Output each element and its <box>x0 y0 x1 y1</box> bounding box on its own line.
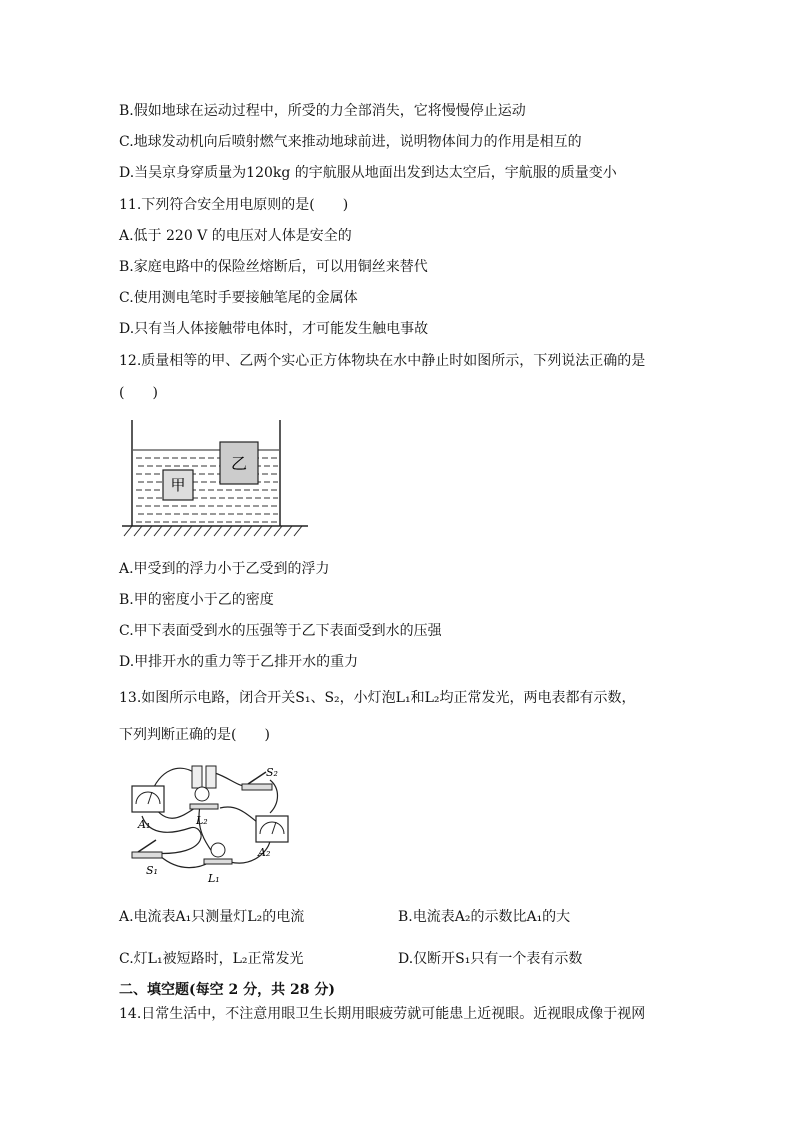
q13-option-d: D.仅断开S₁只有一个表有示数 <box>398 951 583 967</box>
q12-stem-line1: 12.质量相等的甲、乙两个实心正方体物块在水中静止时如图所示，下列说法正确的是 <box>119 353 646 369</box>
q11-option-a: A.低于 220 V 的电压对人体是安全的 <box>119 228 352 244</box>
q12-stem-line2: ( ) <box>119 385 158 401</box>
q13-option-b: B.电流表A₂的示数比A₁的大 <box>398 909 571 925</box>
section-heading-fill-blank: 二、填空题(每空 2 分，共 28 分) <box>119 982 335 998</box>
battery-2 <box>206 766 216 788</box>
q12-option-c: C.甲下表面受到水的压强等于乙下表面受到水的压强 <box>119 623 442 639</box>
q12-option-b: B.甲的密度小于乙的密度 <box>119 592 274 608</box>
label-s2: S₂ <box>266 766 278 779</box>
q12-option-a: A.甲受到的浮力小于乙受到的浮力 <box>119 561 330 577</box>
switch-s2 <box>242 784 272 790</box>
q10-option-d: D.当吴京身穿质量为120kg 的宇航服从地面出发到达太空后，宇航服的质量变小 <box>119 165 617 181</box>
label-s1: S₁ <box>146 864 158 877</box>
q13-option-a: A.电流表A₁只测量灯L₂的电流 <box>119 909 305 925</box>
water-container-figure <box>118 418 318 540</box>
battery-1 <box>192 766 202 788</box>
q14-stem: 14.日常生活中，不注意用眼卫生长期用眼疲劳就可能患上近视眼。近视眼成像于视网 <box>119 1006 646 1022</box>
q11-option-c: C.使用测电笔时手要接触笔尾的金属体 <box>119 290 358 306</box>
q11-option-d: D.只有当人体接触带电体时，才可能发生触电事故 <box>119 321 429 337</box>
block-jia-label: 甲 <box>170 476 186 494</box>
q13-option-c: C.灯L₁被短路时，L₂正常发光 <box>119 951 304 967</box>
q11-option-b: B.家庭电路中的保险丝熔断后，可以用铜丝来替代 <box>119 259 428 275</box>
q10-option-b: B.假如地球在运动过程中，所受的力全部消失，它将慢慢停止运动 <box>119 103 526 119</box>
circuit-figure <box>120 758 300 888</box>
q12-option-d: D.甲排开水的重力等于乙排开水的重力 <box>119 654 359 670</box>
bulb-l1 <box>211 843 225 857</box>
label-a2: A₂ <box>258 846 271 859</box>
switch-s1 <box>132 852 162 858</box>
label-l1: L₁ <box>208 872 220 885</box>
label-a1: A₁ <box>138 818 151 831</box>
q13-stem-line2: 下列判断正确的是( ) <box>119 727 270 743</box>
label-l2: L₂ <box>196 814 208 827</box>
q13-stem-line1: 13.如图所示电路，闭合开关S₁、S₂，小灯泡L₁和L₂均正常发光，两电表都有示数， <box>119 690 636 706</box>
block-yi-label: 乙 <box>230 454 248 473</box>
bulb-l2 <box>195 787 209 801</box>
q10-option-c: C.地球发动机向后喷射燃气来推动地球前进，说明物体间力的作用是相互的 <box>119 134 582 150</box>
q11-stem: 11.下列符合安全用电原则的是( ) <box>119 197 349 213</box>
